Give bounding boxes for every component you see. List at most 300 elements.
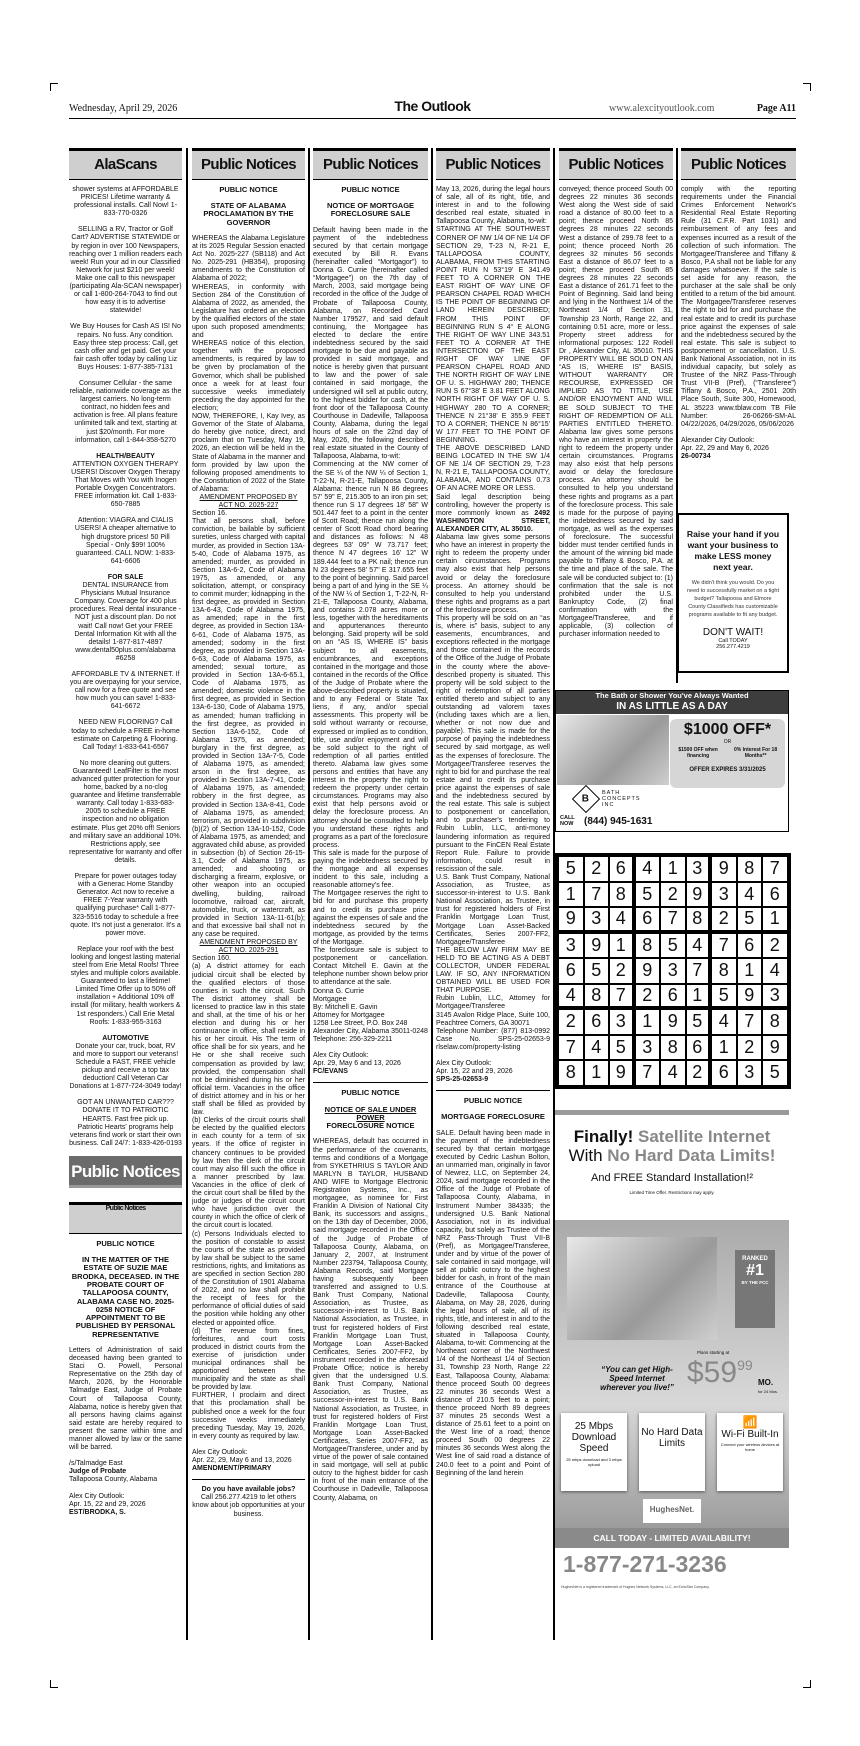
property-address: 2492 WASHINGTON STREET, ALEXANDER CITY, AL 35010. bbox=[436, 509, 550, 533]
text: HEALTH/BEAUTY bbox=[96, 452, 155, 460]
house-ad-cta: DON'T WAIT! bbox=[702, 627, 764, 638]
notice-line bbox=[69, 1493, 182, 1501]
text: Section 160. bbox=[192, 955, 231, 963]
paper-name: The Outlook bbox=[394, 98, 471, 114]
sudoku-cell: 1 bbox=[762, 907, 788, 933]
text: PUBLIC NOTICE bbox=[96, 1238, 155, 1248]
text: Call 256.277.4219 to let others know about job opportunities at your business. bbox=[192, 1494, 305, 1518]
notice-paragraph bbox=[313, 850, 428, 890]
feature-data-title: No Hard Data Limits bbox=[641, 1427, 703, 1449]
bath-ad-banner bbox=[556, 691, 788, 714]
call-now-label: CALL NOW bbox=[560, 815, 575, 827]
divider bbox=[313, 1082, 428, 1083]
notice-title bbox=[313, 202, 428, 219]
sudoku-cell: 1 bbox=[558, 882, 584, 908]
text: Do you have available jobs? bbox=[201, 1486, 296, 1494]
text: Tallapoosa County, Alabama bbox=[69, 1476, 158, 1484]
notice-title bbox=[436, 1113, 550, 1121]
notice-bold-line bbox=[681, 453, 796, 461]
sudoku-cell: 3 bbox=[686, 856, 712, 882]
classified-ad bbox=[69, 323, 182, 372]
text: 26-00734 bbox=[681, 453, 711, 460]
text: GOT AN UNWANTED CAR??? DONATE IT TO PATRIOTIC HEARTS. Fast free pick up. Patriotic Hearts' programs help veterans find work or start their own business. Call 24/7: 1-833-426-0193 bbox=[69, 1099, 182, 1147]
text: SPS-25-02653-9 bbox=[436, 1076, 489, 1084]
sudoku-cell: 1 bbox=[635, 1009, 661, 1035]
sudoku-cell: 7 bbox=[711, 933, 737, 959]
sudoku-cell: 9 bbox=[737, 984, 763, 1010]
column-bolton-notice-cont bbox=[681, 148, 796, 510]
classified-ad bbox=[69, 873, 182, 938]
notice-line bbox=[436, 1068, 550, 1076]
couple-on-swing-photo bbox=[567, 1237, 717, 1340]
text: AUTOMOTIVE bbox=[102, 1034, 149, 1042]
sudoku-cell: 2 bbox=[635, 984, 661, 1010]
notice-bold-line bbox=[69, 1509, 182, 1517]
text: WHEREAS, default has occurred in the performance of the covenants, terms and conditions of a Mortgage from SYKETHRIUS S TAYLOR AND MARLYN B TAYLOR, HUSBAND AND WIFE to Mortgage Electronic Registration Systems, Inc., as mortgagee, as nominee for First Franklin A Division of National City Bank, its successors and assigns., on the 13th day of December, 2006, said mortgage recorded in the Office of the Judge of Probate of Tallapoosa County, Alabama, on January 2, 2007, at Instrument Number 223794, Tallapoosa County, Alabama Records, said Mortgage having subsequently been transferred and assigned to U.S. Bank Trust Company, National Association, as Trustee, as successor-in-interest to U.S. Bank National Association, as Trustee, in trust for registered holders of First Franklin Mortgage Loan Trust, Mortgage Loan Asset-Backed Certificates, Series 2007-FF2, by instrument recorded in the aforesaid Probate Office; notice is hereby given that the undersigned U.S. Bank Trust Company, National Association, as Trustee, as successor-in-interest to U.S. Bank National Association, as Trustee, in trust for registered holders of First Franklin Mortgage Loan Trust, Mortgage Loan Asset-Backed Certificates, Series 2007-FF2, as Mortgagee/Transferee, under and by virtue of the power of sale contained in said mortgage, will sell at public outcry to the highest bidder for cash in front of the main entrance of the Courthouse in Dadeville, Tallapoosa County, Alabama, on bbox=[313, 1138, 428, 1502]
notice-title bbox=[313, 1122, 428, 1130]
text: Alexander City Outlook: bbox=[681, 436, 755, 444]
feature-wifi-sub: Connect your wireless devices at home bbox=[720, 1442, 780, 1452]
text: Alabama law gives some persons who have an interest in property the right to redeem the property under certain circumstances. Programs may also exist that help persons avoid or delay the foreclosure process. An attorney should be consulted to help you understand these rights and programs as a part of the foreclosure process. bbox=[436, 534, 550, 614]
sudoku-cell: 3 bbox=[584, 907, 610, 933]
text: THE ABOVE DESCRIBED LAND BEING LOCATED IN THE SW 1/4 OF NE 1/4 OF SECTION 29, T-23 N, R-21 E, TALLAPOOSA COUNTY, ALABAMA, AND CONTAINS 0.73 OF AN ACRE MORE OR LESS. bbox=[436, 445, 550, 493]
sudoku-cell: 4 bbox=[711, 1009, 737, 1035]
classified-ad bbox=[69, 671, 182, 711]
category-heading bbox=[69, 574, 182, 582]
notice-line bbox=[313, 1012, 428, 1020]
sudoku-cell: 9 bbox=[584, 933, 610, 959]
notice-line bbox=[436, 1060, 550, 1068]
text: Letters of Administration of said deceased having been granted to Staci O. Powell, Personal Representative on the 25th day of March, 2026, by the Honorable Talmadge East, Judge of Probate Court of Tallapoosa County, Alabama, notice is hereby given that all persons having claims against said estate are hereby required to present the same within time and manner allowed by law or the same will be barred. bbox=[69, 1347, 182, 1452]
sudoku-cell: 7 bbox=[635, 1060, 661, 1086]
text: comply with the reporting requirements under the Financial Crimes Enforcement Network's Residential Real Estate Reporting Rule (31 C.F.R. Part 1031) and reimbursement of any fees and expenses incurred as a result of the collection of such information. The Mortgagee/Transferee and Tiffany & Bosco, P.A shall not be liable for any damages whatsoever. If the sale is set aside for any reason, the purchaser at the sale shall be only entitled to a return of the bid amount. The Mortgagee/Transferee reserves the right to bid for and purchase the real estate and to credit its purchase price against the expenses of sale and the indebtedness secured by the real estate. This sale is subject to postponement or cancellation. U.S. Bank National Association, not in its individual capacity, but solely as Trustee of the NRZ Pass-Through Trust VII-B (Pref), (“Transferee”) Tiffany & Bosco, P.A., 2501 20th Place South, Suite 300, Homewood, AL 35223 www.tblaw.com TB File Number: 26-06266-SM-AL 04/22/2026, 04/29/2026, 05/06/2026 bbox=[681, 186, 796, 428]
sudoku-cell: 4 bbox=[558, 984, 584, 1010]
notice-title bbox=[69, 1256, 182, 1339]
sudoku-cell: 6 bbox=[635, 907, 661, 933]
notice-paragraph bbox=[559, 186, 673, 639]
notice-kicker bbox=[192, 186, 305, 194]
text: NOTICE OF MORTGAGE FORECLOSURE SALE bbox=[326, 201, 415, 219]
text: AFFORDABLE TV & INTERNET. If you are overpaying for your service, call now for a free quote and see how much you can save! 1-833-641-6672 bbox=[69, 670, 182, 711]
bathroom-photo bbox=[557, 715, 669, 785]
sudoku-cell: 2 bbox=[609, 958, 635, 984]
sudoku-cell: 6 bbox=[558, 958, 584, 984]
bath-ad-line1: The Bath or Shower You've Always Wanted bbox=[595, 691, 749, 700]
crop-mark bbox=[803, 83, 811, 91]
sudoku-cell: 6 bbox=[660, 984, 686, 1010]
offer-panel bbox=[670, 719, 785, 788]
section-header: Public Notices bbox=[559, 148, 673, 180]
text: Default having been made in the payment of the indebtedness secured by that certain mortgage executed by Bill R. Evans (hereinafter called “Mortgagor”) to Donna G. Currie (hereinafter called “Mortgagee”) on the 7th day of March, 2003, said mortgage being recorded in the office of the Judge of Probate of Tallapoosa County, Alabama, on Recorded Card Number 179527, and said default continuing, the Mortgagee has elected to declare the entire indebtedness secured by the said mortgage to be due and payable as provided in said mortgage, and notice is hereby given that pursuant to law and the power of sale contained in said mortgage, the undersigned will sell at public outcry, to the highest bidder for cash, at the front door of the Tallapoosa County Courthouse in Dadeville, Tallapoosa County, Alabama, during the legal hours of sale on the 22nd day of May, 2026, the following described real estate situated in the County of Tallapoosa, Alabama, to-wit: bbox=[313, 226, 428, 461]
notice-line bbox=[69, 1460, 182, 1468]
classified-ad bbox=[69, 760, 182, 865]
text: Apr. 15, 22 and 29, 2026 bbox=[69, 1500, 146, 1508]
sat-h1a: Finally! bbox=[573, 1127, 638, 1146]
notice-line bbox=[192, 510, 305, 518]
classified-ad bbox=[69, 1043, 182, 1092]
category-heading bbox=[192, 1486, 305, 1494]
sudoku-cell: 6 bbox=[584, 1009, 610, 1035]
sudoku-cell: 7 bbox=[686, 958, 712, 984]
feature-wifi bbox=[717, 1413, 783, 1491]
spacer bbox=[436, 1052, 550, 1060]
sudoku-cell: 9 bbox=[609, 1060, 635, 1086]
sudoku-cell: 2 bbox=[711, 907, 737, 933]
sudoku-cell: 1 bbox=[737, 958, 763, 984]
notice-line bbox=[192, 955, 305, 963]
sudoku-cell: 8 bbox=[609, 882, 635, 908]
classified-ad bbox=[69, 226, 182, 315]
sudoku-cell: 8 bbox=[762, 1009, 788, 1035]
offer-or: OR bbox=[723, 739, 732, 745]
price-dollars: $59 bbox=[687, 1356, 738, 1389]
notice-paragraph bbox=[436, 445, 550, 494]
notice-paragraph bbox=[313, 947, 428, 987]
offer-interest: 0% Interest For 18 Months** bbox=[734, 747, 778, 759]
sudoku-cell: 1 bbox=[660, 856, 686, 882]
column-foreclosures bbox=[313, 148, 428, 1640]
text: No more cleaning out gutters. Guaranteed! LeafFilter is the most advanced gutter protection for your home, backed by a no-clog guarantee and lifetime transferrable warranty. Call today 1-833-683-2005 to schedule a FREE inspection and no obligation estimate. Plus get 20% off! Seniors and military save an additional 10%. Restrictions apply, see representative for warranty and offer details. bbox=[69, 759, 182, 864]
text: Public Notices bbox=[105, 1204, 146, 1212]
notice-paragraph bbox=[436, 1028, 550, 1052]
sudoku-cell: 8 bbox=[686, 907, 712, 933]
sudoku-cell: 2 bbox=[762, 933, 788, 959]
sat-h2a: With bbox=[568, 1146, 608, 1165]
notice-title bbox=[192, 202, 305, 227]
notice-paragraph bbox=[436, 1012, 550, 1028]
text: Apr. 22, 29 and May 6, 2026 bbox=[681, 444, 769, 452]
text: PUBLIC NOTICE bbox=[341, 185, 400, 194]
sudoku-cell: 4 bbox=[686, 933, 712, 959]
sudoku-cell: 8 bbox=[737, 856, 763, 882]
classified-ad bbox=[69, 186, 182, 218]
notice-paragraph bbox=[69, 1347, 182, 1452]
price-cents: 99 bbox=[737, 1357, 753, 1373]
sudoku-cell: 6 bbox=[686, 1035, 712, 1061]
crop-mark bbox=[50, 1680, 58, 1688]
column-divider bbox=[186, 148, 188, 1640]
sudoku-cell: 7 bbox=[660, 907, 686, 933]
sudoku-cell: 8 bbox=[635, 933, 661, 959]
sudoku-cell: 5 bbox=[609, 1035, 635, 1061]
sudoku-cell: 8 bbox=[660, 1035, 686, 1061]
text: This sale is made for the purpose of paying the indebtedness secured by the mortgage and all expenses incident to this sale, including a reasonable attorney's fee. bbox=[313, 849, 428, 890]
sudoku-cell: 2 bbox=[584, 856, 610, 882]
text: IN THE MATTER OF THE ESTATE OF SUZIE MAE BRODKA, DECEASED. IN THE PROBATE COURT OF TALLAPOOSA COUNTY, ALABAMA CASE NO. 2025-0258 NOTICE OF APPOINTMENT TO BE PUBLISHED BY PERSONAL REPRESENTATIVE bbox=[71, 1255, 180, 1339]
category-heading bbox=[69, 453, 182, 461]
text: shower systems at AFFORDABLE PRICES! Lifetime warranty & professional installs. Call Now! 1-833-770-0326 bbox=[72, 186, 179, 218]
notice-bold-line bbox=[436, 1076, 550, 1084]
sudoku-cell: 3 bbox=[635, 1035, 661, 1061]
text: STATE OF ALABAMA PROCLAMATION BY THE GOVERNOR bbox=[203, 201, 294, 227]
text: Alex City Outlook: bbox=[192, 1448, 248, 1456]
notice-bold-line bbox=[192, 1465, 305, 1473]
notice-title bbox=[313, 1106, 428, 1123]
notice-paragraph bbox=[192, 413, 305, 494]
section-header: Public Notices bbox=[436, 148, 550, 180]
sudoku-cell: 2 bbox=[660, 882, 686, 908]
text: ATTENTION OXYGEN THERAPY USERS! Discover Oxygen Therapy That Moves with You with Inogen Portable Oxygen Concentrators. FREE information kit. Call 1-833-650-7885 bbox=[71, 460, 180, 509]
notice-line bbox=[313, 1020, 428, 1028]
notice-line bbox=[313, 1028, 428, 1036]
text: AMENDMENT PROPOSED BY ACT NO. 2025-291 bbox=[199, 939, 298, 955]
text: EST/BRODKA, S. bbox=[69, 1508, 126, 1516]
section-header: AlaScans bbox=[69, 148, 182, 180]
text: PUBLIC NOTICE bbox=[219, 185, 278, 194]
classified-ad bbox=[69, 517, 182, 566]
text: FORECLOSURE NOTICE bbox=[326, 1121, 415, 1131]
text: Public Notices bbox=[71, 1161, 180, 1181]
bath-concepts-logo-icon: B bbox=[572, 785, 600, 813]
sudoku-cell: 4 bbox=[609, 907, 635, 933]
text: PUBLIC NOTICE bbox=[341, 1088, 400, 1098]
sudoku-cell: 7 bbox=[584, 882, 610, 908]
feature-download bbox=[561, 1413, 627, 1491]
divider bbox=[436, 1090, 550, 1091]
sudoku-cell: 3 bbox=[737, 1060, 763, 1086]
notice-line bbox=[313, 988, 428, 996]
amendment-heading bbox=[192, 494, 305, 510]
issue-date: Wednesday, April 29, 2026 bbox=[69, 103, 178, 114]
sudoku-cell: 4 bbox=[660, 1060, 686, 1086]
classified-ad bbox=[69, 719, 182, 751]
sudoku-cell: 4 bbox=[737, 882, 763, 908]
text: Prepare for power outages today with a Generac Home Standby Generator. Act now to receive a FREE 7-Year warranty with qualifying purchase* Call 1-877-323-5516 today to schedule a free quote. It's not just a generator. It's a power move. bbox=[70, 873, 181, 937]
crop-mark bbox=[803, 1680, 811, 1688]
sudoku-cell: 9 bbox=[660, 1009, 686, 1035]
notice-paragraph bbox=[192, 235, 305, 284]
text: (a) A district attorney for each judicial circuit shall be elected by the qualified electors of those counties in such the circuit. Such The district attorney shall be licensed to practice law in this state and shall, at the time of his or her election and during his or her continuance in office, shall reside in his or her circuit. His The term of office shall be for six years, and he He or she shall receive such compensation as provided by law; provided, the compensation shall not be diminished during his or her official term. Vacancies in the office of district attorney and in his or her staff shall be filled as provided by law. bbox=[192, 963, 305, 1117]
sudoku-cell: 6 bbox=[711, 1060, 737, 1086]
text: FC/EVANS bbox=[313, 1068, 348, 1076]
notice-paragraph bbox=[436, 1130, 550, 1478]
notice-line bbox=[192, 1449, 305, 1457]
text: WHEREAS, in conformity with Section 284 of the Constitution of Alabama of 2022, as amended, the Legislature has ordered an election by the qualified electors of the state upon such proposed amendments; and bbox=[192, 283, 305, 340]
text: Attorney for Mortgagee bbox=[313, 1011, 385, 1019]
sudoku-solution-grid bbox=[555, 853, 791, 1089]
notice-line bbox=[681, 445, 796, 453]
classified-ad bbox=[192, 1494, 305, 1518]
notice-kicker bbox=[436, 1097, 550, 1105]
sudoku-cell: 1 bbox=[609, 933, 635, 959]
text: Section 16. bbox=[192, 510, 228, 518]
text: 3145 Avalon Ridge Place, Suite 100, Peachtree Corners, GA 30071 bbox=[436, 1011, 550, 1027]
notice-kicker bbox=[69, 1240, 182, 1248]
notice-line bbox=[313, 1052, 428, 1060]
notice-paragraph bbox=[192, 1117, 305, 1230]
sat-price bbox=[687, 1358, 753, 1388]
text: PUBLIC NOTICE bbox=[463, 1096, 523, 1106]
text: MORTGAGE FORECLOSURE bbox=[441, 1112, 545, 1122]
sudoku-cell: 5 bbox=[584, 958, 610, 984]
text: Apr. 22, 29, May 6 and 13, 2026 bbox=[192, 1457, 292, 1465]
house-ad-phone[interactable]: 256.277.4219 bbox=[716, 644, 750, 650]
crop-mark bbox=[50, 83, 58, 91]
text: Said legal description being controlling, however the property is more commonly known as bbox=[436, 493, 550, 517]
bath-ad-line2: IN AS LITTLE AS A DAY bbox=[616, 701, 728, 712]
ranked-badge bbox=[735, 1250, 775, 1328]
text: WHEREAS notice of this election, together with the proposed amendments, is required by law to be given by proclamation of the Governor, which shall be published once a week for at least four successive weeks immediately preceding the day appointed for the election; bbox=[192, 340, 305, 412]
bath-concepts-ad[interactable] bbox=[555, 690, 789, 832]
sat-h2b: No Hard Data Limits! bbox=[607, 1146, 776, 1165]
sudoku-cell: 4 bbox=[762, 958, 788, 984]
sudoku-cell: 2 bbox=[686, 1060, 712, 1086]
notice-paragraph bbox=[313, 227, 428, 462]
text: Donna G. Currie bbox=[313, 987, 364, 995]
sudoku-cell: 5 bbox=[558, 856, 584, 882]
text: Telephone: 256-329-2211 bbox=[313, 1036, 393, 1044]
plans-label: Plans starting at bbox=[697, 1350, 730, 1355]
offer-amount: $1000 OFF* bbox=[683, 721, 772, 738]
column-bolton-notice bbox=[559, 148, 673, 683]
text: Telephone Number: (877) 813-0992 Case No. SPS-25-02653-9 rlselaw.com/property-listing bbox=[436, 1027, 550, 1051]
text: Alex City Outlook: bbox=[69, 1492, 125, 1500]
notice-paragraph bbox=[436, 947, 550, 996]
text: Judge of Probate bbox=[69, 1468, 127, 1476]
notice-line bbox=[313, 1004, 428, 1012]
text: U.S. Bank Trust Company, National Association, as Trustee, as successor-in-interest to U.S. Bank National Association, as Trustee, in trust for registered holders of First Franklin Mortgage Loan Trust, Mortgage Loan Asset-Backed Certificates, Series 2007-FF2, Mortgagee/Transferee bbox=[436, 873, 550, 946]
sudoku-cell: 4 bbox=[584, 1035, 610, 1061]
text: (c) Persons Individuals elected to the position of constable to assist the courts of the state as provided by law shall be subject to the same restrictions, rights, and limitations as are specified in section Section 280 of the Constitution of 1901 Alabama of 2022, and no law shall prohibit the receipt of fees for the performance of official duties of said the position while holding any other elected or appointed office. bbox=[192, 1230, 305, 1327]
text: Rubin Lublin, LLC, Attorney for Mortgagee/Transferee bbox=[436, 995, 550, 1011]
column-proclamation bbox=[192, 148, 305, 1640]
text: DENTAL INSURANCE from Physicians Mutual Insurance Company. Coverage for 400 plus procedures. Real dental insurance - NOT just a discount plan. Do not wait! Call now! Get your FREE Dental Information Kit with all the details! 1-877-817-4897 www.dental50plus.com/alabama #6258 bbox=[70, 582, 181, 662]
sudoku-cell: 5 bbox=[686, 1009, 712, 1035]
sudoku-cell: 2 bbox=[737, 1035, 763, 1061]
house-ad-call: Call TODAY bbox=[718, 638, 748, 644]
ranked-label: RANKED bbox=[742, 1256, 768, 1262]
sudoku-cell: 6 bbox=[609, 856, 635, 882]
text: May 13, 2026, during the legal hours of sale, all of its right, title, and interest in and to the following described real estate, situated in Tallapoosa County, Alabama, to-wit: bbox=[436, 186, 550, 226]
notice-bold-line bbox=[313, 1068, 428, 1076]
amendment-heading bbox=[192, 939, 305, 955]
classified-ad bbox=[69, 946, 182, 1027]
notice-paragraph bbox=[192, 518, 305, 939]
text: NEED NEW FLOORING? Call today to schedule a FREE in-home estimate on Carpeting & Flooring. Call Today! 1-833-641-6567 bbox=[71, 719, 180, 751]
text: Apr. 15, 22 and 29, 2026 bbox=[436, 1068, 513, 1076]
text: 1258 Lee Street, P.O. Box 248 bbox=[313, 1019, 408, 1027]
feature-download-sub: 25 mbps download and 3 mbps upload bbox=[566, 1457, 622, 1467]
notice-paragraph bbox=[313, 890, 428, 947]
sudoku-cell: 7 bbox=[737, 1009, 763, 1035]
offer-financing: $1500 OFF when financing bbox=[678, 747, 718, 759]
text: The Mortgagee reserves the right to bid for and purchase this property and to credit its purchase price against the expenses of sale and the indebtedness secured by the mortgage, as provided by the terms of the Mortgage. bbox=[313, 890, 428, 946]
sudoku-cell: 3 bbox=[711, 882, 737, 908]
section-header bbox=[69, 1202, 182, 1234]
sat-limited: Limited Time Offer. Restrictions may apply. bbox=[629, 1190, 715, 1195]
feature-wifi-title: Wi-Fi Built-In bbox=[721, 1429, 779, 1440]
hughesnet-logo: HughesNet. bbox=[643, 1499, 701, 1523]
text: Alex City Outlook: bbox=[436, 1060, 492, 1068]
text: Commencing at the NW corner of the SE ¼ of the NW ¼ of Section 1, T-22-N, R-21-E, Tallapoosa County, Alabama: thence run N 86 degrees 57' 59" E, 215.305 to an iron pin set; thence run S 17 degrees 18' 58" W 501.447 feet to a point in the center of Scott Road; thence run along the center of Scott Road chord bearing and distances as follows: N 48 degrees 53' 09" W 73.717 feet; thence N 47 degrees 16' 12" W 189.444 feet to a PK nail; thence run N 23 degrees 58' 57" E 317.655 feet to the point of beginning. Said parcel being a part of and lying in the SE ¼ of the NW ¼ of Section 1, T-22-N, R-21-E, Tallapoosa County, Alabama, and contains 2.078 acres more or less, together with the hereditaments and appurtenances thereunto belonging. Said property will be sold on an “AS IS, WHERE IS” basis subject to all easements, encumbrances, and exceptions contained in the mortgage and those contained in the records of the Office of the Judge of Probate where the above-described property is situated, and to any Federal or State Tax liens, if any, and/or special assessments. This property will be sold without warranty or recourse, expressed or implied as to condition, title, use and/or enjoyment and will be sold subject to the right of redemption of all parties entitled thereto. Alabama law gives some persons and entities that have any interest in the property the right to redeem the property under certain circumstances. Programs may also exist that help persons avoid or delay the foreclosure process. An attorney should be consulted to help you understand these rights and programs as a part of the foreclosure process. bbox=[313, 461, 428, 849]
text: (d) The revenue from fines, forfeitures, and court costs produced in district courts from the exercise of jurisdiction under municipal ordinances shall be apportioned between the municipality and the state as shall be provided by law. bbox=[192, 1327, 305, 1392]
feature-data bbox=[639, 1413, 705, 1491]
notice-kicker bbox=[313, 186, 428, 194]
sudoku-cell: 5 bbox=[762, 1060, 788, 1086]
sudoku-cell: 1 bbox=[711, 1035, 737, 1061]
text: Alex City Outlook: bbox=[313, 1052, 369, 1060]
ranked-by: BY THE FCC bbox=[741, 1280, 769, 1285]
text: SELLING a RV, Tractor or Golf Cart? ADVERTISE STATEWIDE or by region in over 100 Newspapers, reaching over 1 million readers each week! Run your ad in our Classified Network for just $210 per week! Make one call to this newspaper (participating Ala-SCAN newspaper) or call 1-800-264-7043 to find out how easy it is to advertise statewide! bbox=[69, 226, 182, 315]
notice-kicker bbox=[313, 1089, 428, 1097]
hughesnet-ad[interactable] bbox=[555, 1110, 789, 1632]
text: Alexander City, Alabama 35011-0248 bbox=[313, 1027, 428, 1035]
sudoku-cell: 4 bbox=[635, 856, 661, 882]
offer-expiry: OFFER EXPIRES 3/31/2025 bbox=[689, 767, 766, 773]
feature-download-title: 25 Mbps Download Speed bbox=[571, 1421, 617, 1454]
masthead bbox=[69, 100, 796, 119]
sudoku-cell: 1 bbox=[584, 1060, 610, 1086]
sudoku-cell: 2 bbox=[558, 1009, 584, 1035]
text: NOW, THEREFORE, I, Kay Ivey, as Governor of the State of Alabama, do hereby give notice, direct, and proclaim that on Tuesday, May 19, 2026, an election will be held in the State of Alabama in the manner and form provided by law upon the following proposed amendments to the Constitution of 2022 of the State of Alabama: bbox=[192, 413, 305, 493]
notice-paragraph bbox=[436, 226, 550, 445]
section-header: Public Notices bbox=[313, 148, 428, 180]
spacer bbox=[681, 429, 796, 437]
sudoku-cell: 8 bbox=[558, 1060, 584, 1086]
text: FURTHER, I proclaim and direct that this proclamation shall be published once a week for the four successive weeks immediately preceding Tuesday, May 19, 2026, in every county as required by law. bbox=[192, 1392, 305, 1440]
text: This property will be sold on an “as is, where is” basis, subject to any easements, encumbrances, and exceptions reflected in the mortgage and those contained in the records of the Office of the Judge of Probate in the county where the above-described property is situated. This property will be sold subject to the right of redemption of all parties entitled thereto and subject to any outstanding ad valorem taxes (including taxes which are a lien, whether or not now due and payable). This sale is made for the purpose of paying the indebtedness secured by said mortgage, as well as the expenses of foreclosure. The Mortgagee/Transferee reserves the right to bid for and purchase the real estate and to credit its purchase price against the expenses of sale and the indebtedness secured by the real estate. This sale is subject to postponement or cancellation, and to purchaser's tendering to Rubin Lublin, LLC, anti-money laundering information as required pursuant to the FinCEN Real Estate Report Rule. Failure to provide information, could result in rescission of the sale. bbox=[436, 614, 550, 873]
text: AMENDMENT PROPOSED BY ACT NO. 2025-227 bbox=[199, 493, 298, 510]
notice-line bbox=[313, 996, 428, 1004]
sudoku-cell: 6 bbox=[762, 882, 788, 908]
sudoku-cell: 5 bbox=[711, 984, 737, 1010]
price-term: for 24 Mos. bbox=[758, 1389, 779, 1394]
sudoku-cell: 8 bbox=[711, 958, 737, 984]
text: WHEREAS the Alabama Legislature at its 2025 Regular Session enacted Act No. 2025-227 (SB118) and Act No. 2025-291 (HB354), proposing amendments to the Constitution of Alabama of 2022; bbox=[192, 234, 305, 283]
text: We Buy Houses for Cash AS IS! No repairs. No fuss. Any condition. Easy three step process: Call, get cash offer and get paid. Get your fair cash offer today by calling Liz Buys Houses: 1-877-385-7131 bbox=[70, 323, 181, 371]
notice-paragraph bbox=[681, 186, 796, 429]
spacer bbox=[313, 1044, 428, 1052]
notice-paragraph bbox=[436, 615, 550, 874]
text: SALE. Default having been made in the payment of the indebtedness secured by that certain mortgage executed by Cedric Lashun Bolton, an unmarried man, originally in favor of Newrez, LLC, on September 24, 2024, said mortgage recorded in the Office of the Judge of Probate of Tallapoosa County, Alabama, in Instrument Number 384335; the undersigned U.S. Bank National Association, not in its individual capacity, but solely as Trustee of the NRZ Pass-Through Trust VII-B (Pref), as Mortgagee/Transferee, under and by virtue of the power of sale contained in said mortgage, will sell at public outcry to the highest bidder for cash, in front of the main entrance of the Courthouse at Dadeville, Tallapoosa County, Alabama, on May 28, 2026, during the legal hours of sale, all of its rights, title, and interest in and to the following described real estate, situated in Tallapoosa County, Alabama, to-wit: Commencing at the Northeast corner of the Northwest 1/4 of the Northeast 1/4 of Section 31, Township 23 North, Range 22 East, Tallapoosa County, Alabama: thence proceed South 00 degrees 22 minutes 36 seconds West a distance of 210.5 feet to a point; thence proceed North 89 degrees 37 minutes 25 seconds West a distance of 25.61 feet to a point on the West line of a road; thence proceed South 00 degrees 22 minutes 36 seconds West along the West line of said road a distance of 240.0 feet to a point and Point of Beginning of the land herein bbox=[436, 1129, 550, 1477]
notice-paragraph bbox=[192, 963, 305, 1117]
sudoku-cell: 1 bbox=[686, 984, 712, 1010]
notice-paragraph bbox=[192, 340, 305, 413]
price-mo: MO. bbox=[758, 1378, 774, 1387]
text: Donate your car, truck, boat, RV and more to support our veterans! Schedule a FAST, FREE vehicle pickup and receive a top tax deduction! Call Veteran Car Donations at 1-877-724-3049 today! bbox=[69, 1042, 182, 1091]
section-header: Public Notices bbox=[192, 148, 305, 180]
text: Consumer Cellular - the same reliable, nationwide coverage as the largest carriers. No long-term contract, no hidden fees and activation is free. All plans feature unlimited talk and text, starting at just $20/month. For more information, call 1-844-358-5270 bbox=[69, 379, 182, 444]
notice-paragraph bbox=[436, 874, 550, 947]
public-notices-logo bbox=[69, 1156, 182, 1188]
text: That all persons shall, before conviction, be bailable by sufficient sureties, unless charged with capital murder, as provided in Section 13A-5-40, Code of Alabama 1975, as amended; murder, as provided in Section 13A-6-2, Code of Alabama 1975, as amended, or any solicitation, attempt, or conspiracy to commit murder; kidnapping in the first degree, as provided in Section 13A-6-43, Code of Alabama 1975, as amended; rape in the first degree, as provided in Section 13A-6-61, Code of Alabama 1975, as amended; sodomy in the first degree, as provided in Section 13A-6-63, Code of Alabama 1975, as amended; sexual torture, as provided in Section 13A-6-65.1, Code of Alabama 1975, as amended; domestic violence in the first degree, as provided in Section 13A-6-130, Code of Alabama 1975, as amended; human trafficking in the first degree, as provided in Section 13A-6-152, Code of Alabama 1975, as amended; burglary in the first degree, as provided in Section 13A-7-5, Code of Alabama 1975, as amended; arson in the first degree, as provided in Section 13A-7-41, Code of Alabama 1975, as amended; robbery in the first degree, as provided in Section 13A-8-41, Code of Alabama 1975, as amended; terrorism, as provided in subdivision (b)(2) of Section 13A-10-152, Code of Alabama 1975, as amended; and aggravated child abuse, as provided in subsection (b) of Section 26-15-3.1, Code of Alabama 1975, as amended; and shooting or discharging a firearm, explosive, or other weapon into an occupied dwelling, building, railroad locomotive, railroad car, aircraft, automobile, truck, or watercraft, as provided in Section 13A-11-61(b); and that excessive bail shall not in any case be required. bbox=[192, 518, 305, 939]
bath-phone[interactable]: (844) 945-1631 bbox=[584, 815, 653, 827]
sat-h1b: Satellite Internet bbox=[637, 1127, 771, 1146]
notice-paragraph bbox=[192, 1231, 305, 1328]
sudoku-cell: 5 bbox=[737, 907, 763, 933]
text: AMENDMENT/PRIMARY bbox=[192, 1465, 272, 1473]
page-number: Page A11 bbox=[756, 103, 796, 114]
notice-bold-line bbox=[69, 1468, 182, 1476]
notice-line bbox=[681, 437, 796, 445]
text: NOTICE OF SALE UNDER POWER bbox=[324, 1104, 417, 1122]
notice-paragraph bbox=[313, 461, 428, 850]
sudoku-cell: 7 bbox=[762, 856, 788, 882]
house-ad bbox=[677, 513, 789, 673]
spacer bbox=[69, 1485, 182, 1493]
notice-paragraph bbox=[436, 995, 550, 1011]
notice-paragraph bbox=[436, 534, 550, 615]
sudoku-cell: 3 bbox=[609, 1009, 635, 1035]
sudoku-cell: 3 bbox=[660, 958, 686, 984]
sat-phone[interactable]: 1-877-271-3236 bbox=[563, 1551, 727, 1577]
text: FOR SALE bbox=[107, 573, 144, 581]
website-link[interactable]: www.alexcityoutlook.com bbox=[609, 103, 715, 114]
spacer bbox=[69, 1452, 182, 1460]
sudoku-cell: 3 bbox=[558, 933, 584, 959]
text: The foreclosure sale is subject to postponement or cancellation. Contact Mitchell E. Gavin at the telephone number shown below prior to attendance at the sale. bbox=[313, 947, 428, 987]
column-alascans bbox=[69, 148, 182, 1640]
